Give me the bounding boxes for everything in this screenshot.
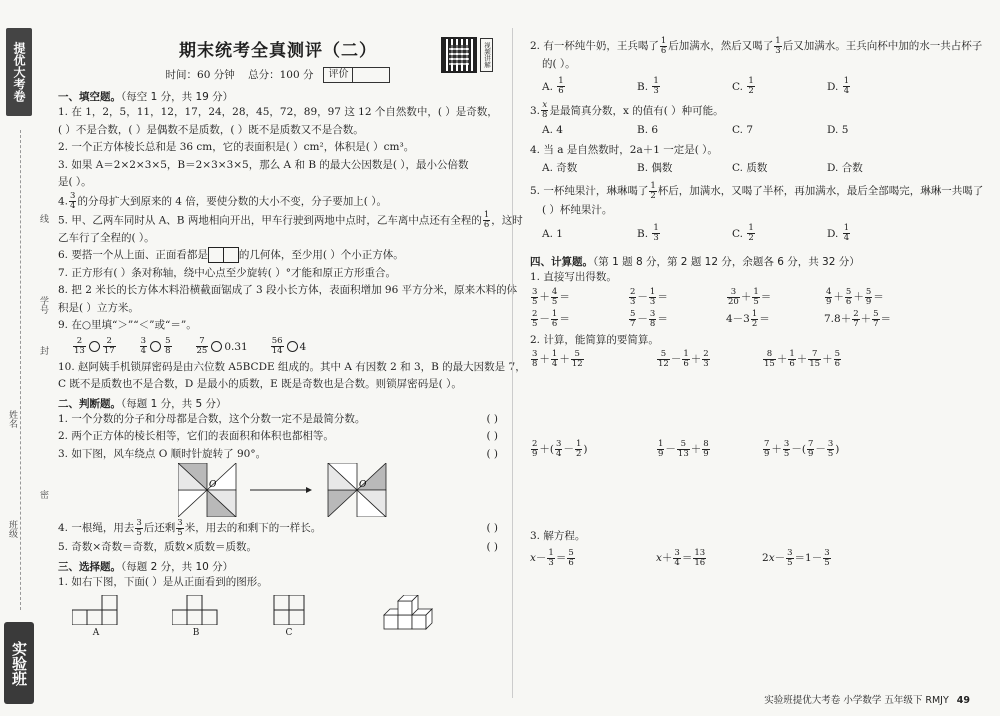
choice-5-options: [530, 220, 960, 248]
time-limit: 时间：60 分钟: [165, 69, 235, 81]
binding-sidebar: [0, 0, 48, 716]
choice-4-options: [530, 160, 960, 178]
answer-paren[interactable]: ( ): [486, 412, 498, 425]
option-c[interactable]: C: [272, 595, 306, 638]
windmill-figure: [58, 463, 498, 517]
option-a[interactable]: A. $\frac{1}{6}$: [542, 76, 564, 96]
eval-box[interactable]: [352, 67, 390, 83]
total-score: 总分：100 分: [248, 69, 314, 81]
option-a[interactable]: A. 4: [542, 123, 563, 136]
question-5-cont: 乙车行了全程的( ）。: [58, 231, 155, 244]
calc-1-title: 1. 直接写出得数。: [530, 270, 617, 283]
option-d[interactable]: D. $\frac{1}{4}$: [827, 223, 850, 243]
question-10: 10. 赵阿姨手机锁屏密码是由六位数 A5BCDE 组成的。其中 A 有因数 2 和 3，B 的最大因数是 7，: [58, 360, 526, 373]
choice-2-options: [530, 74, 960, 100]
choice-3: 3. $\frac{x}{8}$ 是最简真分数，x 的值有( ）种可能。: [530, 100, 724, 120]
choice-1: 1. 如右下图，下面( ）是从正面看到的图形。: [58, 575, 268, 588]
side-label-line: 线: [38, 214, 48, 223]
option-d[interactable]: D. 5: [827, 123, 849, 136]
comparison-row: [58, 335, 498, 359]
judge-5: 5. 奇数×奇数＝奇数，质数×质数＝质数。 ( ): [58, 539, 498, 557]
answer-paren[interactable]: ( ): [486, 447, 498, 460]
footer-text: 实验班提优大考卷 小学数学 五年级下 RMJY: [764, 695, 949, 706]
question-3-cont: 是( ）。: [58, 176, 92, 188]
oral-calc-row-1: $\frac{3}{5}$ ＋ $\frac{4}{5}$ ＝ $\frac{2}{3}$ － $\frac{1}{3}$ ＝ $\frac{3}{20}$ ＋ $\frac{1}{5}$ ＝ $\frac{4}{9}$ ＋ $\frac{5}{6}$ ＋ $\frac{5}{9}$ ＝: [532, 286, 884, 307]
simplify-row-1: $\frac{3}{8}$ ＋ $\frac{1}{4}$ ＋ $\frac{5}{12}$ $\frac{5}{12}$ － $\frac{1}{6}$ ＋ $\frac{2}{3}$ $\frac{8}{15}$ ＋ $\frac{1}{6}$ ＋ $\frac{7}{15}$ ＋ $\frac{5}{6}$: [532, 348, 840, 369]
windmill-after: [328, 463, 386, 517]
answer-paren[interactable]: ( ): [486, 430, 498, 442]
answer-paren[interactable]: ( ): [486, 522, 498, 534]
column-divider: [512, 28, 513, 698]
question-3: 3. 如果 A＝2×2×3×5，B＝2×3×3×5，那么 A 和 B 的最大公因数是( ），最小公倍数: [58, 158, 469, 171]
cut-line: [20, 130, 21, 610]
rotation-arrow: [250, 487, 312, 493]
question-10-cont: C 既不是质数也不是合数，D 是最小的质数，E 既是奇数也是合数。则锁屏密码是( ）。: [58, 378, 462, 390]
brand-logo-top: 提优大考卷: [6, 28, 32, 116]
side-label-seal: 封: [38, 346, 48, 355]
option-b[interactable]: B. 6: [637, 123, 659, 136]
section-calculation: 四、计算题。（第 1 题 8 分，第 2 题 12 分，余题各 6 分，共 32 分）: [530, 255, 860, 268]
question-7: 7. 正方形有( ）条对称轴，绕中心点至少旋转( ）°才能和原正方形重合。: [58, 266, 396, 279]
question-6: 6. 要搭一个从上面、正面看都是 的几何体，至少用( ）个小正方体。: [58, 249, 404, 261]
judge-3: 3. 如下图，风车绕点 O 顺时针旋转了 90°。 ( ): [58, 446, 498, 464]
choice-2: 2. 有一杯纯牛奶，王兵喝了 $\frac{1}{6}$ 后加满水，然后又喝了 $\frac{1}{3}$ 后又加满水。王兵向杯中加的水一共占杯子: [530, 35, 983, 56]
point-o-label: O: [359, 480, 367, 490]
judge-1: 1. 一个分数的分子和分母都是合数，这个分数一定不是最简分数。 ( ): [58, 411, 498, 429]
choice-5: 5. 一杯纯果汁，琳琳喝了 $\frac{1}{2}$ 杯后，加满水，又喝了半杯，再加满水，最后全部喝完，琳琳一共喝了: [530, 180, 984, 201]
equation-row: x－ $\frac{1}{3}$ ＝ $\frac{5}{6}$ x＋ $\frac{3}{4}$ ＝ $\frac{13}{16}$ 2x－ $\frac{3}{5}$ ＝1－ $\frac{3}{5}$: [530, 547, 830, 568]
compare-item: $\frac{7}{25}$ 0.31: [196, 336, 248, 356]
answer-paren[interactable]: ( ): [486, 541, 498, 553]
question-5: 5. 甲、乙两车同时从 A、B 两地相向开出，甲车行驶到两地中点时，乙车离中点还有全程的 $\frac{1}{6}$ ，这时: [58, 209, 523, 230]
exam-meta: [58, 67, 498, 83]
compare-circle[interactable]: [287, 341, 298, 352]
section-judgment: 二、判断题。（每题 1 分，共 5 分）: [58, 397, 227, 410]
windmill-before: [178, 463, 236, 517]
compare-circle[interactable]: [211, 341, 222, 352]
choice-1-options: [58, 595, 498, 638]
choice-5-cont: ( ）杯纯果汁。: [542, 204, 613, 216]
brand-logo-bottom: 实验班: [4, 622, 34, 704]
side-label-secret: 密: [38, 490, 48, 499]
option-b[interactable]: B. $\frac{1}{3}$: [637, 76, 659, 96]
simplify-row-2: $\frac{2}{9}$ ＋( $\frac{3}{4}$ － $\frac{1}{2}$ ) $\frac{1}{9}$ － $\frac{5}{13}$ ＋ $\frac{8}{9}$ $\frac{7}{9}$ ＋ $\frac{3}{5}$ －( $\frac{7}{9}$ － $\frac{3}{5}$ ): [532, 438, 840, 459]
page-number: 49: [956, 695, 970, 706]
square-grid-icon: [208, 247, 224, 263]
choice-2-cont: 的( ）。: [542, 58, 576, 70]
section-fill-blank: 一、填空题。（每空 1 分，共 19 分）: [58, 91, 234, 103]
point-o-label: O: [209, 480, 217, 490]
side-label-class: 班级: [7, 520, 17, 538]
qr-tag: 视频讲解: [480, 38, 493, 72]
question-8-cont: 积是( ）立方米。: [58, 301, 139, 314]
choice-4: 4. 当 a 是自然数时，2a＋1 一定是( ）。: [530, 144, 718, 156]
option-a[interactable]: A. 奇数: [542, 161, 578, 174]
question-1-cont: ( ）不是合数，( ）是偶数不是质数，( ）既不是质数又不是合数。: [58, 123, 364, 136]
question-9: 9. 在○里填“＞”“＜”或“＝”。: [58, 319, 197, 331]
question-4: 4. $\frac{3}{4}$ 的分母扩大到原来的 4 倍，要使分数的大小不变，分子要加上( ）。: [58, 190, 387, 211]
cube-3d-figure: [378, 595, 438, 638]
question-1: 1. 在 1，2，5，11，12，17，24，28，45，72，89，97 这 12 个自然数中，( ）是奇数，: [58, 106, 498, 118]
judge-2: 2. 两个正方体的棱长相等，它们的表面积和体积也都相等。 ( ): [58, 428, 498, 446]
compare-circle[interactable]: [89, 341, 100, 352]
windmill-diagram: [178, 463, 478, 517]
option-b[interactable]: B. 偶数: [637, 161, 673, 174]
option-c[interactable]: C. $\frac{1}{2}$: [732, 76, 754, 96]
option-c[interactable]: C. 7: [732, 123, 754, 136]
calc-2-title: 2. 计算，能简算的要简算。: [530, 334, 659, 346]
section-choice: 三、选择题。（每题 2 分，共 10 分）: [58, 560, 234, 573]
judge-4: 4. 一根绳，用去 $\frac{3}{5}$ 后还剩 $\frac{3}{5}$ 米，用去的和剩下的一样长。 ( ): [58, 517, 498, 538]
option-c[interactable]: C. $\frac{1}{2}$: [732, 223, 754, 243]
qr-code[interactable]: [441, 37, 477, 73]
right-column: [530, 35, 984, 571]
calc-3-title: 3. 解方程。: [530, 529, 586, 542]
compare-item: $\frac{3}{4}$ $\frac{5}{8}$: [140, 336, 171, 356]
choice-3-options: [530, 122, 960, 140]
option-c[interactable]: C. 质数: [732, 161, 768, 174]
left-column: [58, 30, 526, 638]
eval-label: 评价: [323, 67, 352, 83]
option-a[interactable]: A. 1: [542, 227, 563, 240]
option-b[interactable]: B: [172, 595, 220, 638]
compare-item: $\frac{2}{13}$ $\frac{2}{17}$: [74, 336, 115, 356]
question-2: 2. 一个正方体棱长总和是 36 cm，它的表面积是( ）cm²，体积是( ）cm³。: [58, 141, 415, 153]
side-label-student-id: 学号: [38, 296, 48, 314]
compare-circle[interactable]: [150, 341, 161, 352]
compare-item: $\frac{56}{14}$ 4: [271, 336, 307, 356]
side-label-name: 姓名: [7, 410, 17, 428]
page-title: 期末统考全真测评（二）: [179, 41, 377, 61]
option-b[interactable]: B. $\frac{1}{3}$: [637, 223, 659, 243]
question-8: 8. 把 2 米长的长方体木料沿横截面锯成了 3 段小长方体，表面积增加 96 平方分米，原来木料的体: [58, 284, 518, 296]
option-d[interactable]: D. 合数: [827, 161, 863, 174]
page-footer: [764, 692, 970, 706]
option-d[interactable]: D. $\frac{1}{4}$: [827, 76, 850, 96]
option-a[interactable]: A: [72, 595, 120, 638]
oral-calc-row-2: $\frac{2}{5}$ － $\frac{1}{6}$ ＝ $\frac{5}{7}$ － $\frac{3}{8}$ ＝ 4－3 $\frac{1}{2}$ ＝ 7.8＋ $\frac{2}{7}$ ＋ $\frac{5}{7}$ ＝: [532, 308, 892, 329]
